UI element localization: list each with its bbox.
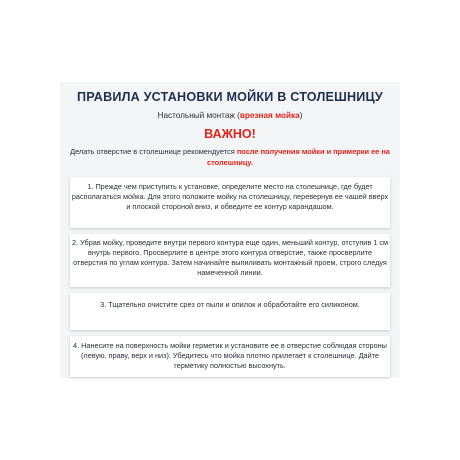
subtitle-prefix: Настольный монтаж ( [157, 111, 240, 120]
important-heading: ВАЖНО! [204, 127, 256, 141]
intro-highlight: после получения мойки и примерки ее на столешницу. [207, 147, 390, 167]
step-card-3 [70, 293, 390, 330]
step-card-2 [70, 234, 390, 287]
step-text-2: 2. Убрав мойку, проведите внутри первого контура еще один, меньший контур, отступив 1 см внутрь первого. Просверлите в центре этого контура отверстие, также просверлите отверстия по углам контура. Затем начинайте выпиливать монтажный проем, строго следуя намеченной линии. [71, 238, 389, 277]
subtitle-highlight: врезная мойка [239, 111, 300, 120]
subtitle-suffix: ) [299, 111, 303, 120]
step-text-1: 1. Прежде чем приступить к установке, определите место на столешнице, где будет располагаться мойка. Для этого положите мойку на столешницу, перевернув ее чашей вверх и плоской стороной вниз, и обведите ее контур карандашом. [71, 182, 389, 211]
step-card-1 [70, 177, 390, 228]
page-title: ПРАВИЛА УСТАНОВКИ МОЙКИ В СТОЛЕШНИЦУ [77, 90, 383, 104]
intro-text [70, 146, 390, 168]
step-card-4 [70, 336, 390, 377]
step-text-3: 3. Тщательно очистите срез от пыли и опилок и обработайте его силиконом. [100, 300, 360, 309]
intro-prefix: Делать отверстие в столешнице рекомендуется [70, 147, 237, 156]
step-text-4: 4. Нанесите на поверхность мойки герметик и установите ее в отверстие соблюдая стороны (левую, праву, верх и низ). Убедитесь что мойка плотно прилегает к столешнице. Дайте герметику полностью высохнуть. [73, 341, 387, 370]
mount-type-subtitle [60, 111, 400, 120]
